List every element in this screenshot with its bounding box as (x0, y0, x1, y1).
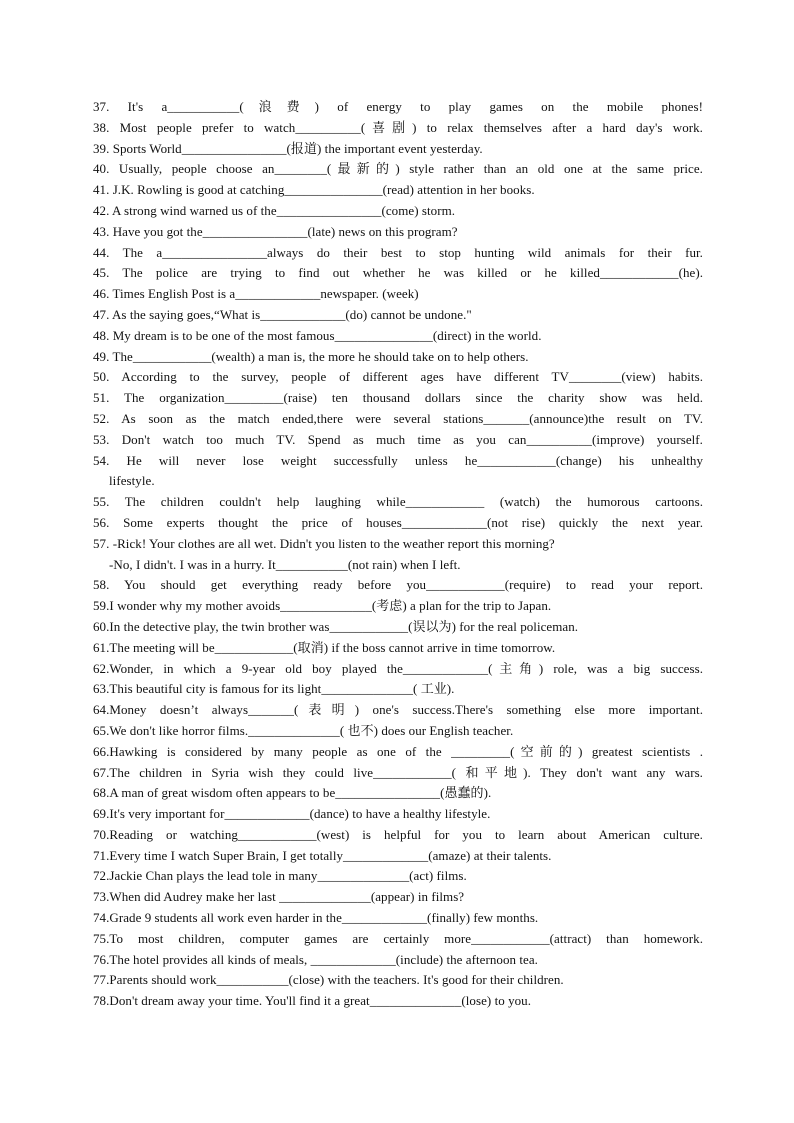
exercise-line-45: 45. The police are trying to find out whether he was killed or he killed____________(he). (93, 265, 703, 281)
exercise-line-51: 51. The organization_________(raise) ten thousand dollars since the charity show was held. (93, 390, 703, 406)
exercise-line-63: 63.This beautiful city is famous for its light______________( 工业). (93, 681, 455, 697)
exercise-line-59: 59.I wonder why my mother avoids______________(考虑) a plan for the trip to Japan. (93, 598, 552, 614)
exercise-line-58: 58. You should get everything ready before you____________(require) to read your report. (93, 577, 703, 593)
exercise-line-62: 62.Wonder, in which a 9-year old boy played the_____________(主角) role, was a big success. (93, 660, 703, 676)
exercise-line-77: 77.Parents should work___________(close) with the teachers. It's good for their children. (93, 972, 564, 988)
exercise-line-37: 37. It's a___________(浪费) of energy to play games on the mobile phones! (93, 99, 703, 114)
exercise-line-66: 66.Hawking is considered by many people as one of the _________(空前的) greatest scientists . (93, 743, 703, 759)
exercise-line-61: 61.The meeting will be____________(取消) if the boss cannot arrive in time tomorrow. (93, 639, 556, 655)
exercise-line-52: 52. As soon as the match ended,there were several stations_______(announce)the result on TV. (93, 410, 703, 426)
exercise-line-38: 38. Most people prefer to watch__________(喜剧) to relax themselves after a hard day's work. (93, 119, 703, 135)
exercise-line-40: 40. Usually, people choose an________(最新的) style rather than an old one at the same price. (93, 161, 703, 177)
exercise-line-46: 46. Times English Post is a_____________newspaper. (week) (93, 286, 419, 302)
exercise-line-65: 65.We don't like horror films.______________( 也不) does our English teacher. (93, 722, 514, 738)
exercise-line-73: 73.When did Audrey make her last ______________(appear) in films? (93, 889, 465, 905)
exercise-line-64: 64.Money doesn’t always_______(表明) one's success.There's something else more important. (93, 702, 703, 718)
exercise-line-68: 68.A man of great wisdom often appears to be________________(愚蠢的). (93, 785, 492, 801)
exercise-line-74: 74.Grade 9 students all work even harder in the_____________(finally) few months. (93, 910, 539, 926)
exercise-line-53: 53. Don't watch too much TV. Spend as much time as you can__________(improve) yourself. (93, 431, 703, 447)
exercise-line-60: 60.In the detective play, the twin brother was____________(误以为) for the real policeman. (93, 618, 579, 634)
exercise-line-78: 78.Don't dream away your time. You'll find it a great______________(lose) to you. (93, 993, 532, 1009)
exercise-line-54-continued: lifestyle. (109, 473, 155, 489)
exercise-line-57-reply: -No, I didn't. I was in a hurry. It___________(not rain) when I left. (109, 556, 461, 572)
exercise-line-56: 56. Some experts thought the price of houses_____________(not rise) quickly the next year. (93, 514, 703, 530)
exercise-line-49: 49. The____________(wealth) a man is, the more he should take on to help others. (93, 348, 529, 364)
exercise-line-44: 44. The a________________always do their best to stop hunting wild animals for their fur. (93, 244, 703, 260)
exercise-line-67: 67.The children in Syria wish they could live____________( 和平地). They don't want any wars. (93, 764, 703, 780)
exercise-line-70: 70.Reading or watching____________(west) is helpful for you to learn about American culture. (93, 826, 703, 842)
exercise-line-47: 47. As the saying goes,“What is_____________(do) cannot be undone." (93, 306, 472, 322)
exercise-line-43: 43. Have you got the________________(late) news on this program? (93, 223, 458, 239)
exercise-line-75: 75.To most children, computer games are certainly more____________(attract) than homework. (93, 930, 703, 946)
exercise-line-76: 76.The hotel provides all kinds of meals, _____________(include) the afternoon tea. (93, 951, 538, 967)
exercise-line-71: 71.Every time I watch Super Brain, I get totally_____________(amaze) at their talents. (93, 847, 552, 863)
exercise-line-50: 50. According to the survey, people of different ages have different TV________(view) habits. (93, 369, 703, 385)
exercise-line-41: 41. J.K. Rowling is good at catching_______________(read) attention in her books. (93, 182, 535, 198)
exercise-line-55: 55. The children couldn't help laughing while____________ (watch) the humorous cartoons. (93, 494, 703, 510)
exercise-line-57: 57. -Rick! Your clothes are all wet. Didn't you listen to the weather report this morning? (93, 535, 555, 551)
exercise-line-69: 69.It's very important for_____________(dance) to have a healthy lifestyle. (93, 806, 491, 822)
exercise-line-54: 54. He will never lose weight successfully unless he____________(change) his unhealthy (93, 452, 703, 468)
exercise-line-39: 39. Sports World________________(报道) the important event yesterday. (93, 140, 483, 156)
exercise-sheet (93, 97, 703, 1012)
exercise-line-42: 42. A strong wind warned us of the________________(come) storm. (93, 202, 456, 218)
exercise-line-72: 72.Jackie Chan plays the lead tole in many______________(act) films. (93, 868, 467, 884)
exercise-line-48: 48. My dream is to be one of the most famous_______________(direct) in the world. (93, 327, 542, 343)
